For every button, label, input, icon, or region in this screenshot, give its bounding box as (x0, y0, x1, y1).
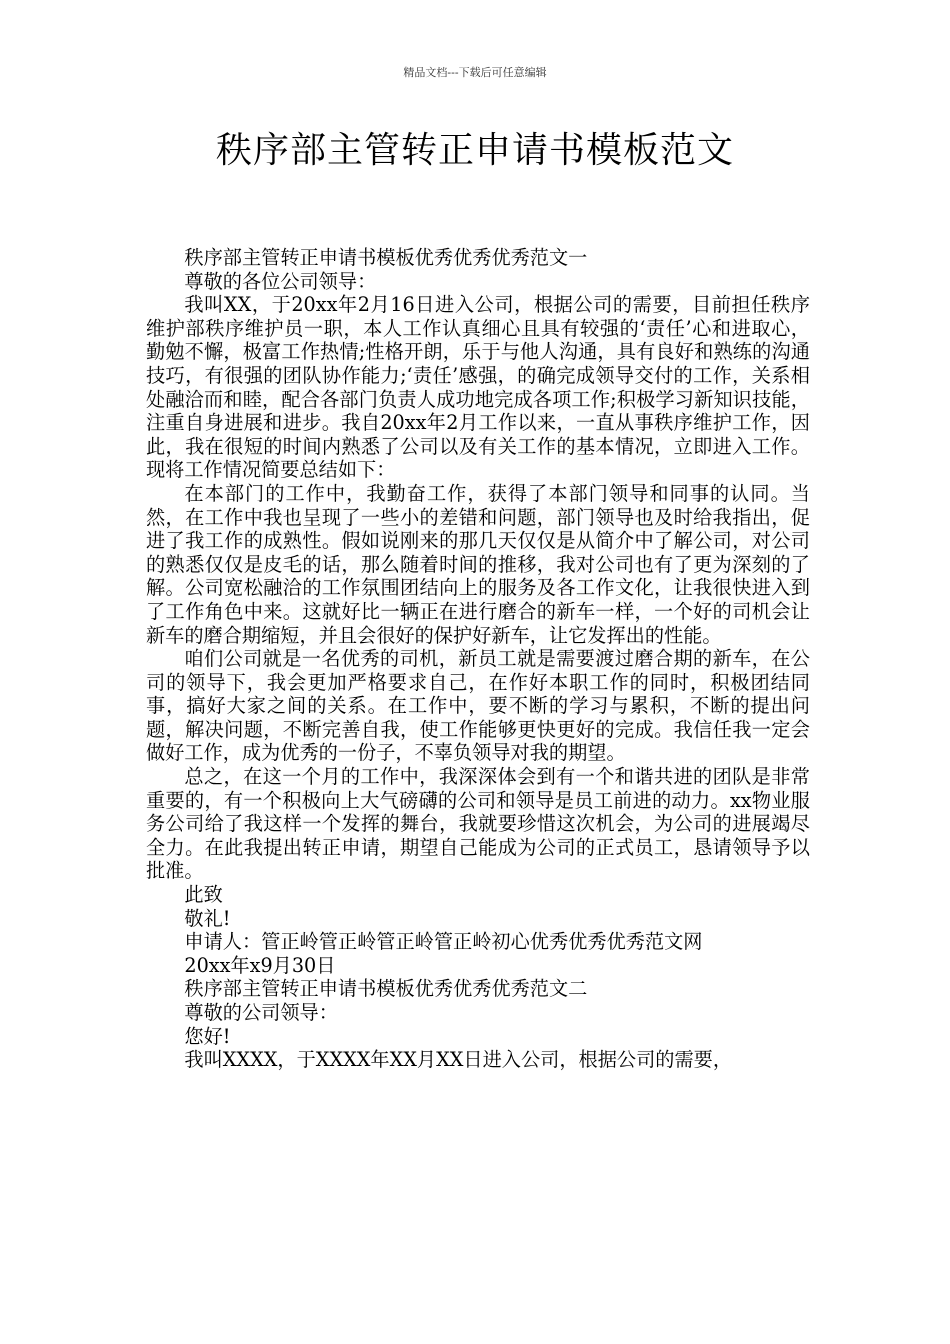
paragraph: 申请人：管正岭管正岭管正岭管正岭初心优秀优秀优秀范文网 (184, 930, 703, 954)
paragraph: 敬礼! (184, 906, 231, 930)
paragraph: 我叫XXXX，于XXXX年XX月XX日进入公司，根据公司的需要， (184, 1048, 733, 1072)
paragraph: 咱们公司就是一名优秀的司机，新员工就是需要渡过磨合期的新车，在公司的领导下，我会更加严格要求自己，在作好本职工作的同时，积极团结同事，搞好大家之间的关系。在工作中，要不断的学习与累积，不断的提出问题，解决问题，不断完善自我，使工作能够更快更好的完成。我信任我一定会做好工作，成为优秀的一份子，不辜负领导对我的期望。 (146, 647, 810, 765)
paragraph: 20xx年x9月30日 (184, 953, 336, 977)
header-note: 精品文档---下载后可任意编辑 (403, 66, 547, 79)
document-title: 秩序部主管转正申请书模板范文 (215, 130, 734, 171)
paragraph: 总之，在这一个月的工作中，我深深体会到有一个和谐共进的团队是非常重要的，有一个积极向上大气磅礴的公司和领导是员工前进的动力。xx物业服务公司给了我这样一个发挥的舞台，我就要珍惜这次机会，为公司的进展竭尽全力。在此我提出转正申请，期望自己能成为公司的正式员工，恳请领导予以批准。 (146, 765, 810, 883)
document-body (146, 246, 810, 1072)
paragraph: 我叫XX，于20xx年2月16日进入公司，根据公司的需要，目前担任秩序维护部秩序维护员一职，本人工作认真细心且具有较强的‘责任’心和进取心，勤勉不懈，极富工作热情;性格开朗，乐于与他人沟通，具有良好和熟练的沟通技巧，有很强的团队协作能力;‘责任’感强，的确完成领导交付的工作，关系相处融洽而和睦，配合各部门负责人成功地完成各项工作;积极学习新知识技能，注重自身进展和进步。我自20xx年2月工作以来，一直从事秩序维护工作，因此，我在很短的时间内熟悉了公司以及有关工作的基本情况，立即进入工作。现将工作情况简要总结如下： (146, 293, 810, 482)
paragraph: 秩序部主管转正申请书模板优秀优秀优秀范文二 (184, 977, 588, 1001)
paragraph: 尊敬的各位公司领导： (184, 269, 377, 293)
paragraph: 尊敬的公司领导： (184, 1001, 338, 1024)
paragraph: 在本部门的工作中，我勤奋工作，获得了本部门领导和同事的认同。当然，在工作中我也呈现了一些小的差错和问题，部门领导也及时给我指出，促进了我工作的成熟性。假如说刚来的那几天仅仅是从简介中了解公司，对公司的熟悉仅仅是皮毛的话，那么随着时间的推移，我对公司也有了更为深刻的了解。公司宽松融洽的工作氛围团结向上的服务及各工作文化，让我很快进入到了工作角色中来。这就好比一辆正在进行磨合的新车一样，一个好的司机会让新车的磨合期缩短，并且会很好的保护好新车，让它发挥出的性能。 (146, 481, 810, 647)
paragraph: 此致 (184, 883, 223, 907)
paragraph: 您好! (184, 1024, 231, 1048)
paragraph: 秩序部主管转正申请书模板优秀优秀优秀范文一 (184, 246, 588, 269)
